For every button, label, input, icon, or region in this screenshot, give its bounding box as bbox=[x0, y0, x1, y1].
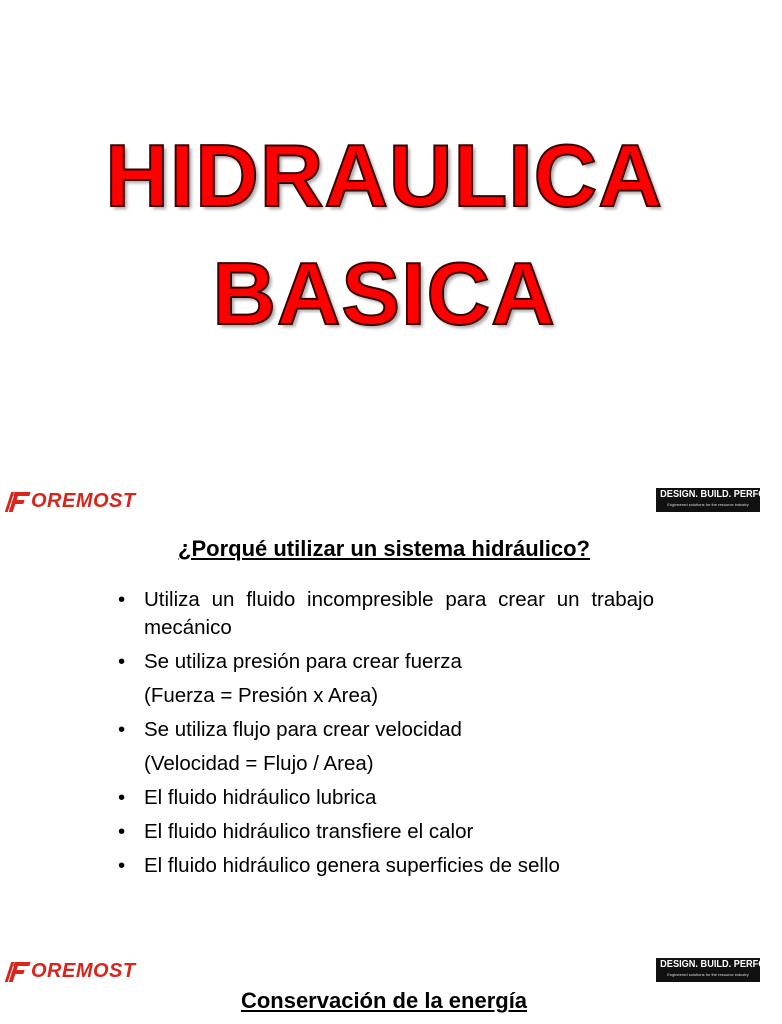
slogan-badge-main: DESIGN. BUILD. PERFORM. bbox=[660, 959, 782, 970]
bullet-text: El fluido hidráulico transfiere el calor bbox=[144, 820, 474, 843]
bullet-item bbox=[114, 818, 654, 846]
logo-text: OREMOST bbox=[31, 490, 136, 512]
bullet-icon: • bbox=[118, 588, 126, 611]
slogan-badge bbox=[656, 958, 782, 982]
foremost-logo bbox=[8, 960, 136, 983]
bullet-text: Se utiliza presión para crear fuerza bbox=[144, 650, 462, 673]
bullet-text: Utiliza un fluido incompresible para crear un trabajo mecánico bbox=[144, 588, 654, 639]
bullet-text: Se utiliza flujo para crear velocidad bbox=[144, 718, 462, 741]
bullet-text: (Velocidad = Flujo / Area) bbox=[144, 752, 374, 775]
bullet-icon: • bbox=[118, 650, 126, 673]
slogan-badge-main: DESIGN. BUILD. PERFORM. bbox=[660, 489, 782, 500]
bullet-item bbox=[114, 852, 654, 880]
foremost-logo bbox=[8, 490, 136, 513]
bullet-text: El fluido hidráulico genera superficies de sello bbox=[144, 854, 560, 877]
why-hydraulics-slide bbox=[0, 470, 782, 940]
slogan-badge-sub: Engineered solutions for the resource industry bbox=[667, 502, 749, 507]
bullet-subline bbox=[114, 682, 654, 710]
bullet-icon: • bbox=[118, 786, 126, 809]
bullet-text: El fluido hidráulico lubrica bbox=[144, 786, 377, 809]
slide-heading: ¿Porqué utilizar un sistema hidráulico? bbox=[178, 536, 590, 561]
logo-text: OREMOST bbox=[31, 960, 136, 982]
bullet-icon: • bbox=[118, 854, 126, 877]
bullet-subline bbox=[114, 750, 654, 778]
slogan-badge-sub: Engineered solutions for the resource industry bbox=[667, 972, 749, 977]
slide-heading: Conservación de la energía bbox=[240, 988, 528, 1013]
title-line-2: BASICA bbox=[212, 244, 556, 343]
bullet-list bbox=[114, 586, 654, 886]
energy-conservation-slide bbox=[0, 940, 782, 1024]
bullet-text: (Fuerza = Presión x Area) bbox=[144, 684, 379, 707]
bullet-item bbox=[114, 784, 654, 812]
foremost-f-mark-icon bbox=[8, 962, 30, 982]
foremost-f-mark-icon bbox=[8, 492, 30, 512]
bullet-item bbox=[114, 648, 654, 676]
slogan-badge bbox=[656, 488, 782, 512]
bullet-icon: • bbox=[118, 820, 126, 843]
bullet-item bbox=[114, 716, 654, 744]
bullet-item bbox=[114, 586, 654, 642]
title-line-1: HIDRAULICA bbox=[105, 126, 663, 225]
title-slide bbox=[0, 0, 768, 470]
bullet-icon: • bbox=[118, 718, 126, 741]
